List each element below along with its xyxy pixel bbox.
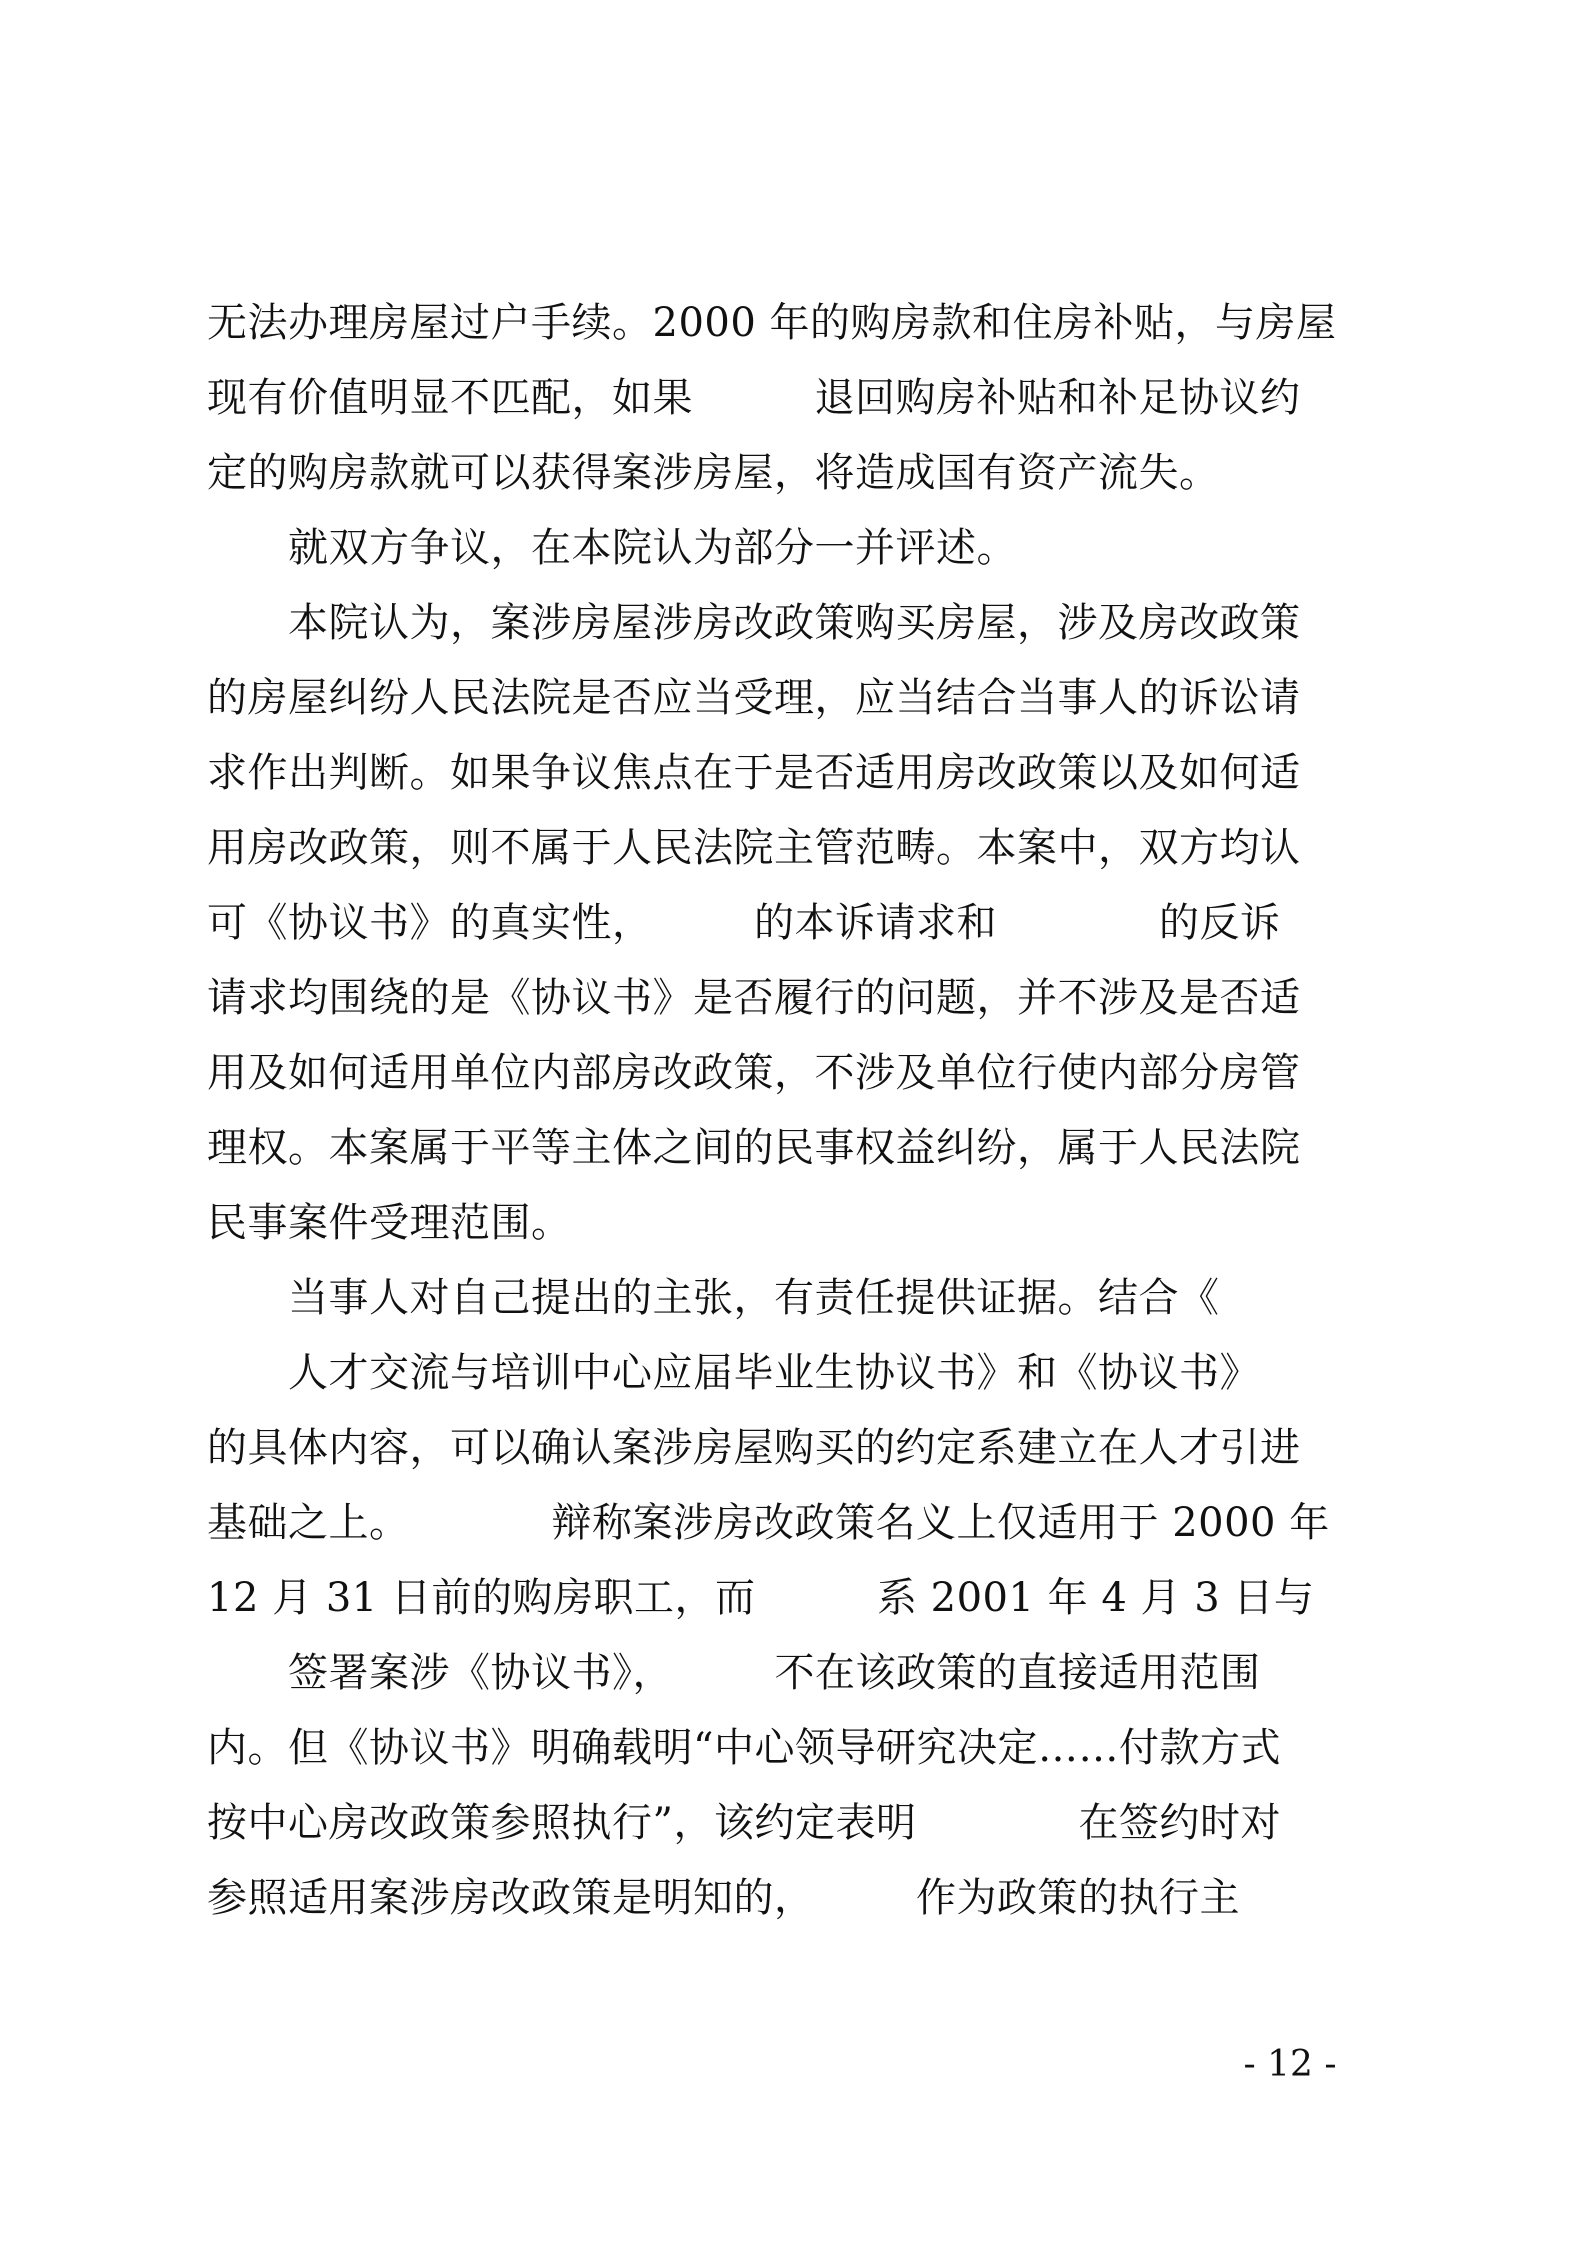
- text-line: 签署案涉《协议书》， 不在该政策的直接适用范围: [207, 1650, 1261, 1696]
- text-line: 当事人对自己提出的主张，有责任提供证据。结合《: [207, 1275, 1220, 1321]
- text-line: 就双方争议，在本院认为部分一并评述。: [207, 525, 1017, 571]
- text-line: 现有价值明显不匹配，如果 退回购房补贴和补足协议约: [207, 375, 1301, 421]
- text-line: 基础之上。 辩称案涉房改政策名义上仅适用于 2000 年: [207, 1500, 1330, 1546]
- text-line: 求作出判断。如果争议焦点在于是否适用房改政策以及如何适: [207, 750, 1301, 796]
- text-line: 内。但《协议书》明确载明“中心领导研究决定……付款方式: [207, 1725, 1281, 1771]
- text-line: 理权。本案属于平等主体之间的民事权益纠纷，属于人民法院: [207, 1125, 1301, 1171]
- text-line: 定的购房款就可以获得案涉房屋，将造成国有资产流失。: [207, 450, 1220, 496]
- text-line: 本院认为，案涉房屋涉房改政策购买房屋，涉及房改政策: [207, 600, 1301, 646]
- text-line: 参照适用案涉房改政策是明知的， 作为政策的执行主: [207, 1875, 1240, 1921]
- text-line: 请求均围绕的是《协议书》是否履行的问题，并不涉及是否适: [207, 975, 1301, 1021]
- page-number: - 12 -: [1243, 2044, 1337, 2085]
- text-line: 人才交流与培训中心应届毕业生协议书》和《协议书》: [207, 1350, 1260, 1396]
- text-line: 的具体内容，可以确认案涉房屋购买的约定系建立在人才引进: [207, 1425, 1301, 1471]
- text-line: 可《协议书》的真实性， 的本诉请求和 的反诉: [207, 900, 1281, 946]
- text-line: 无法办理房屋过户手续。2000 年的购房款和住房补贴，与房屋: [207, 300, 1337, 346]
- text-line: 12 月 31 日前的购房职工，而 系 2001 年 4 月 3 日与: [207, 1575, 1315, 1621]
- text-line: 的房屋纠纷人民法院是否应当受理，应当结合当事人的诉讼请: [207, 675, 1301, 721]
- text-line: 用房改政策，则不属于人民法院主管范畴。本案中，双方均认: [207, 825, 1301, 871]
- text-line: 按中心房改政策参照执行”，该约定表明 在签约时对: [207, 1800, 1281, 1846]
- text-line: 民事案件受理范围。: [207, 1200, 572, 1246]
- text-line: 用及如何适用单位内部房改政策，不涉及单位行使内部分房管: [207, 1050, 1301, 1096]
